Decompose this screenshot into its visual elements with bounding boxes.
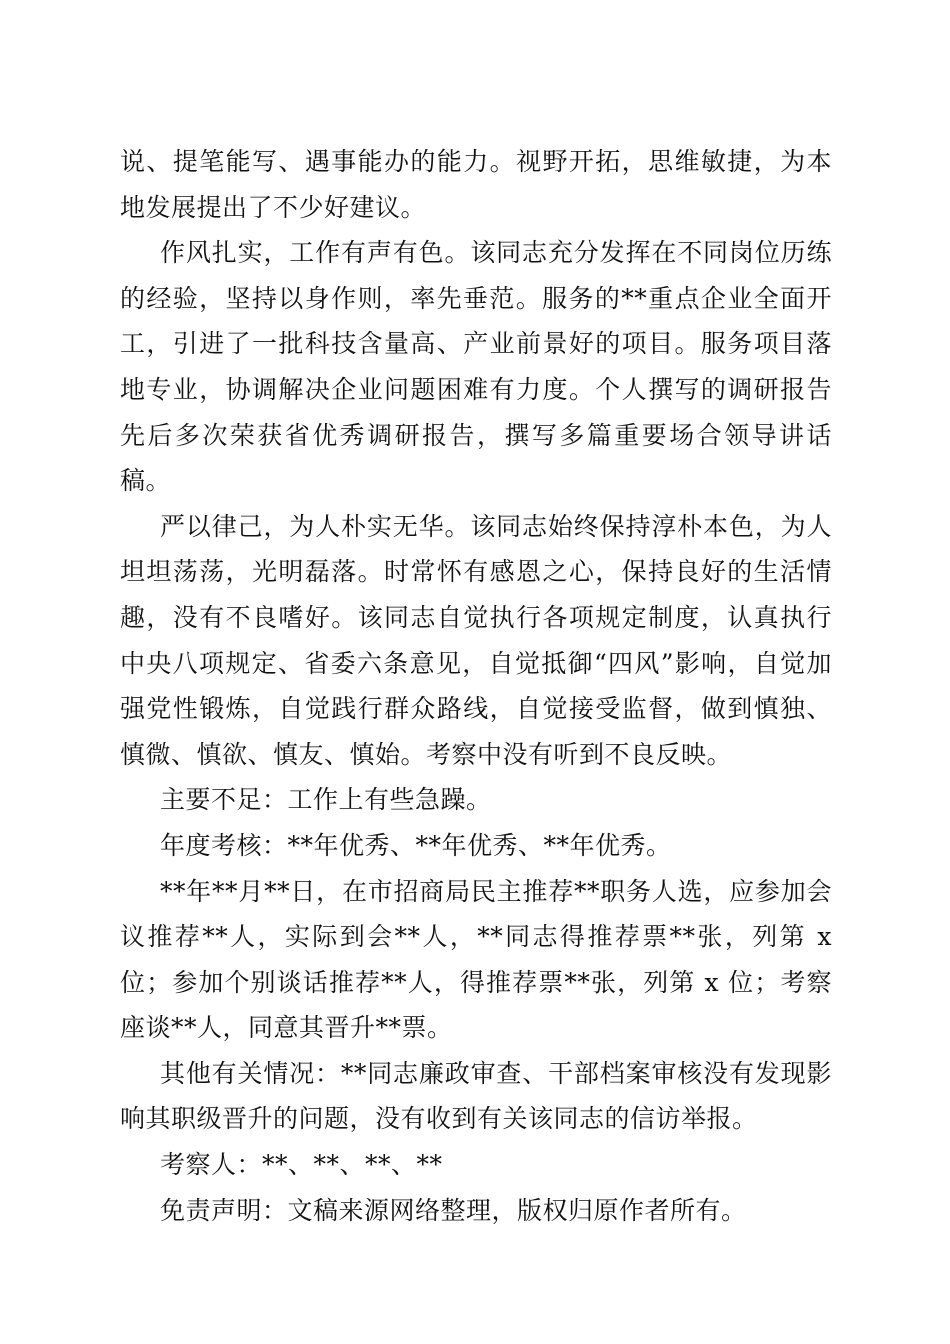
paragraph-continuation: 说、提笔能写、遇事能办的能力。视野开拓，思维敏捷，为本地发展提出了不少好建议。 [120, 147, 832, 222]
paragraph-annual-assessment: 年度考核：**年优秀、**年优秀、**年优秀。 [160, 830, 672, 860]
paragraph-work-style: 作风扎实，工作有声有色。该同志充分发挥在不同岗位历练的经验，坚持以身作则，率先垂范。服务的**重点企业全面开工，引进了一批科技含量高、产业前景好的项目。服务项目落地专业，协调解决企业问题困难有力度。个人撰写的调研报告先后多次荣获省优秀调研报告，撰写多篇重要场合领导讲话稿。 [120, 238, 832, 496]
paragraph-disclaimer: 免责声明：文稿来源网络整理，版权归原作者所有。 [160, 1195, 747, 1225]
paragraph-self-discipline: 严以律己，为人朴实无华。该同志始终保持淳朴本色，为人坦坦荡荡，光明磊落。时常怀有感恩之心，保持良好的生活情趣，没有不良嗜好。该同志自觉执行各项规定制度，认真执行中央八项规定、省委六条意见，自觉抵御“四风”影响，自觉加强党性锻炼，自觉践行群众路线，自觉接受监督，做到慎独、慎微、慎欲、慎友、慎始。考察中没有听到不良反映。 [120, 511, 832, 769]
paragraph-other-situation: 其他有关情况：**同志廉政审查、干部档案审核没有发现影响其职级晋升的问题，没有收到有关该同志的信访举报。 [120, 1058, 832, 1134]
paragraph-recommendation-votes: **年**月**日，在市招商局民主推荐**职务人选，应参加会议推荐**人，实际到会**人，**同志得推荐票**张，列第 x 位；参加个别谈话推荐**人，得推荐票**张，列第 x 位；考察座谈**人，同意其晋升**票。 [120, 876, 832, 1043]
paragraph-inspectors: 考察人：**、**、**、** [160, 1150, 443, 1180]
document-body [120, 139, 832, 1233]
paragraph-shortcomings: 主要不足：工作上有些急躁。 [160, 785, 492, 815]
